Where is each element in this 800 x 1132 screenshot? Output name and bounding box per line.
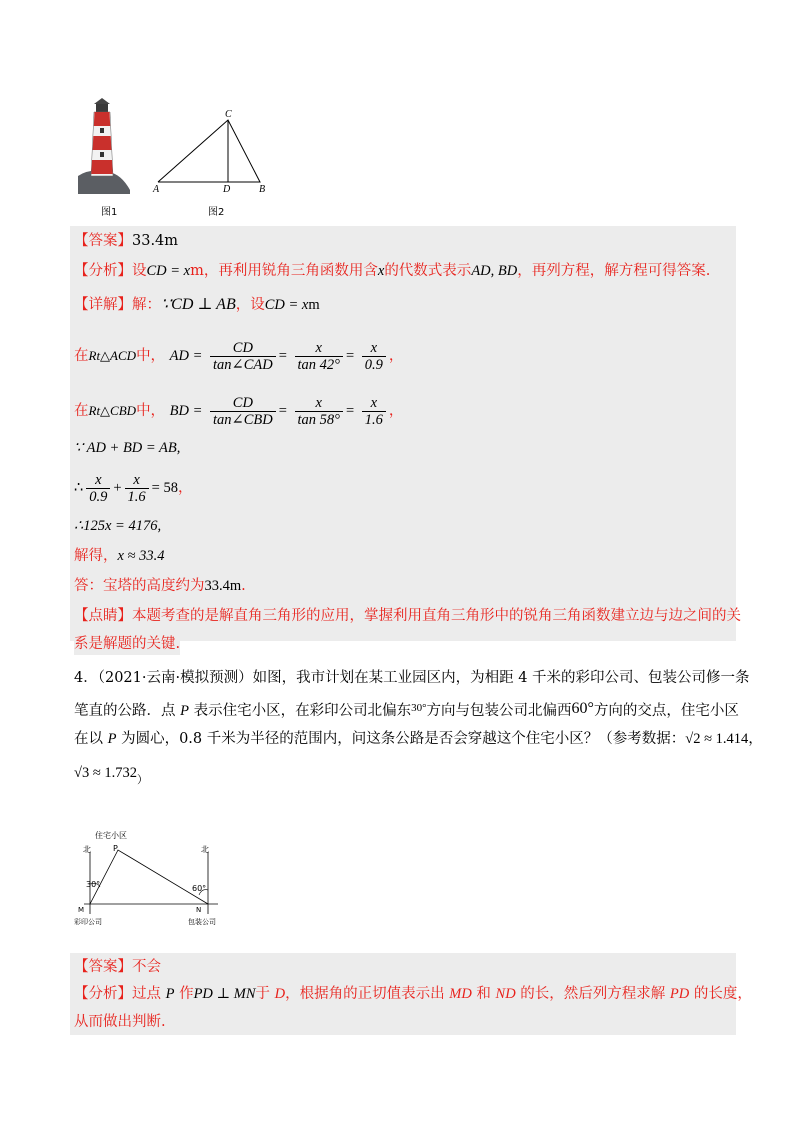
math-cd-x: CD = x [264, 297, 309, 313]
fraction: $\frac{x}{1.6}$ [125, 472, 149, 505]
math-triangle-acd: Rt△ACD [88, 348, 137, 363]
q4-line4: $√3 \approx 1.732_)$ [74, 765, 149, 786]
math-rhs: = 58 [151, 480, 178, 496]
math-ad-bd: AD, BD [471, 263, 518, 279]
q3-conclusion-line [74, 575, 246, 597]
fig1-caption: 图1 [101, 207, 118, 218]
q3-solve-line [74, 545, 165, 567]
fraction: $\frac{CD}{\text{tan∠CBD}}$ [210, 395, 276, 428]
q3-rt1-line: 在Rt△ACD中， AD = $\frac{CD}{\text{tan∠CAD}}$ = $\frac{x}{\tan 42^\circ}$ = $\frac{x}{0.9}$ ， [74, 339, 404, 373]
label-c: C [225, 109, 232, 120]
text: 中， [136, 348, 166, 364]
comment-tag: 【点睛】 [74, 608, 132, 624]
q3-rt2-line: 在Rt△CBD中， BD = $\frac{CD}{\text{tan∠CBD}}$ = $\frac{x}{\tan 58^\circ}$ = $\frac{x}{1.6}$ ， [74, 394, 404, 428]
label-b: B [259, 184, 266, 195]
q3-detail-line [74, 294, 320, 316]
fig3-label-m: M [78, 906, 85, 914]
label-d: D [223, 184, 231, 195]
q4-answer-line [74, 956, 161, 978]
fig3-north-left: 北 [83, 845, 91, 854]
text: 中， [136, 403, 166, 419]
analysis-text: ，再列方程，解方程可得答案. [517, 263, 711, 279]
answer-value: 不会 [132, 959, 161, 975]
q3-eq3: ∴125x = 4176, [74, 518, 162, 534]
fig2-caption: 图2 [208, 207, 225, 218]
q3-comment-line1 [74, 605, 741, 627]
q4-line1: 4．（2021·云南·模拟预测）如图，我市计划在某工业园区内，为相距 4 千米的彩印公司、包装公司修一条 [74, 670, 750, 686]
fig3-company-right: 包装公司 [188, 918, 216, 926]
math-perpendicular: ∵CD ⊥ AB [161, 296, 236, 313]
text: 答：宝塔的高度约为 [74, 578, 205, 594]
text: . [241, 578, 246, 594]
q3-eq1: ∵ AD + BD = AB, [74, 440, 181, 456]
conclusion-value: 33.4m [204, 578, 242, 594]
q4-analysis-line2: 从而做出判断. [74, 1014, 166, 1030]
fraction: $\frac{CD}{\text{tan∠CAD}}$ [210, 340, 276, 373]
q4-line2: 笔直的公路．点 P 表示住宅小区，在彩印公司北偏东$^{30^\circ}$方向与包装公司北偏西60°方向的交点，住宅小区 [74, 700, 739, 719]
fraction: $\frac{x}{\tan 42^\circ}$ [295, 340, 343, 373]
answer-value: 33.4m [132, 233, 179, 249]
math-x-approx: x ≈ 33.4 [117, 548, 165, 564]
fig3-label-n: N [196, 906, 202, 914]
detail-text: 解： [132, 297, 161, 313]
analysis-text: 的代数式表示 [384, 263, 472, 279]
q3-answer-line [74, 230, 178, 252]
analysis-tag: 【分析】 [74, 263, 132, 279]
lighthouse-figure [76, 98, 132, 198]
analysis-text: m，再利用锐角三角函数用含 [190, 263, 378, 279]
label-a: A [153, 184, 160, 195]
fig3-label-p: P [113, 844, 118, 853]
fig3-north-right: 北 [201, 845, 209, 854]
q4-analysis-line1: 【分析】过点 P 作PD ⊥ MN于 D，根据角的正切值表示出 MD 和 ND 的长，然后列方程求解 PD 的长度， [74, 986, 752, 1002]
q3-analysis-line [74, 260, 710, 282]
math-triangle-cbd: Rt△CBD [88, 403, 137, 418]
text: ， [177, 480, 193, 496]
q3-comment-line2: 系是解题的关键. [74, 633, 180, 655]
text: 在 [74, 348, 89, 364]
fig3-angle-right: 60° [192, 884, 207, 893]
math-cd-x: CD = x [146, 263, 191, 279]
text: 在 [74, 403, 89, 419]
detail-text: ，设 [235, 297, 265, 313]
fraction: $\frac{x}{0.9}$ [362, 340, 386, 373]
q4-line3: 在以 P 为圆心，0.8 千米为半径的范围内，问这条公路是否会穿越这个住宅小区？（参考数据：√2 ≈ 1.414， [74, 731, 763, 747]
text: ， [388, 348, 404, 364]
unit-m: m [308, 297, 320, 313]
analysis-text: 设 [132, 263, 147, 279]
fraction: $\frac{x}{\tan 58^\circ}$ [295, 395, 343, 428]
therefore: ∴ [74, 480, 84, 496]
math-bd: BD = [169, 403, 203, 419]
fraction: $\frac{x}{1.6}$ [362, 395, 386, 428]
answer-tag: 【答案】 [74, 233, 132, 249]
math-x: x [377, 263, 385, 279]
answer-tag: 【答案】 [74, 959, 132, 975]
fig3-angle-left: 30° [86, 880, 101, 889]
detail-tag: 【详解】 [74, 297, 132, 313]
math-ad: AD = [169, 348, 203, 364]
fraction: $\frac{x}{0.9}$ [86, 472, 110, 505]
text: ， [388, 403, 404, 419]
fig3-company-left: 彩印公司 [74, 918, 102, 926]
q3-eq2-line: ∴ $\frac{x}{0.9}$ + $\frac{x}{1.6}$ = 58， [74, 471, 193, 505]
text: 解得， [74, 548, 118, 564]
fig3-residential-label: 住宅小区 [95, 831, 127, 840]
text: 本题考查的是解直角三角形的应用，掌握利用直角三角形中的锐角三角函数建立边与边之间的关 [132, 608, 741, 624]
triangle-figure [150, 108, 270, 198]
